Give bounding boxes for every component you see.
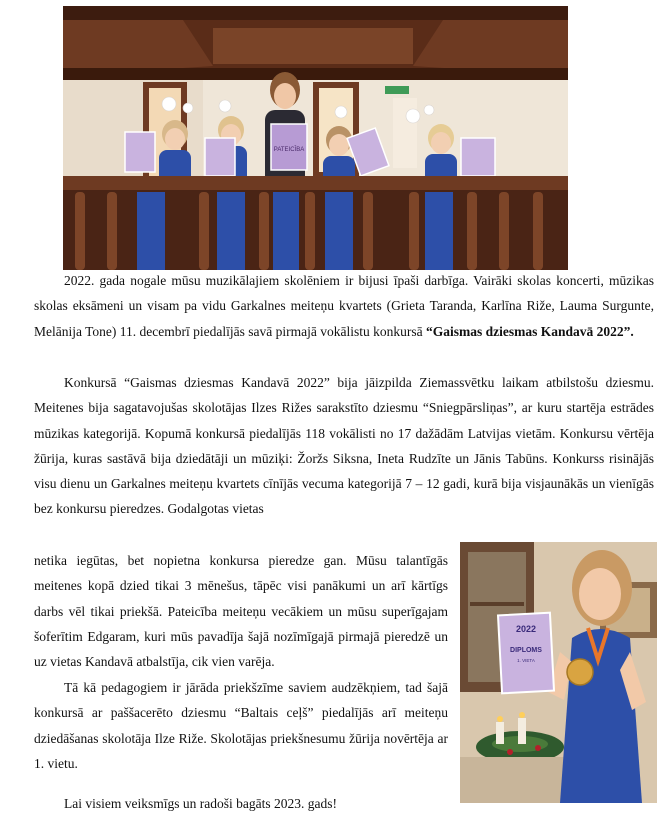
paragraph-teacher: Tā kā pedagogiem ir jārāda priekšzīme saviem audzēkņiem, tad šajā konkursā ar paššacerēto dziesmu “Baltais ceļš” piedalījās arī meiteņu dziedāšanas skolotāja Ilze Riže. Skolotājas priekšnesumu žūrija novērtēja ar 1. vietu. — [34, 680, 448, 771]
paragraph-experience: netika iegūtas, bet nopietna konkursa pieredze gan. Mūsu talantīgās meitenes kopā dzied tikai 3 mēnešus, tāpēc visi panākumi un arī kārtīgs darbs vēl tikai priekšā. Pateicība meiteņu vecākiem un mūsu superīgajam šoferītim Edgaram, kuri mūs pavadīja šajā nozīmīgajā pirmajā pieredzē un uz vietas Kandavā atbalstīja, cik vien varēja. — [34, 553, 448, 670]
teacher-photo — [460, 542, 657, 803]
paragraph-competition: Konkursā “Gaismas dziesmas Kandavā 2022” bija jāizpilda Ziemassvētku laikam atbilstošu dziesmu. Meitenes bija sagatavojušas skolotājas Ilzes Rižes sarakstīto dziesmu “Sniegpārsliņas”, ar kuru startēja estrādes mūzikas kategorijā. Kopumā konkursā piedalījās 118 vokālisti no 17 dažādām Latvijas vietām. Konkursu vērtēja žūrija, kuras sastāvā bija dziedātāji un mūziķi: Žoržs Siksna, Ineta Rudzīte un Jānis Tabūns. Konkurss risinājās visu dienu un Garkalnes meiteņu kvartets cīnījās vecuma kategorijā 7 – 12 gadi, kurā bija visjaunākās un vienīgās bez konkursu pieredzes. Godalgotas vietas — [34, 375, 654, 517]
certificate-place: 1. VIETA — [517, 658, 535, 663]
paragraph-intro — [34, 268, 654, 344]
certificate-title: DIPLOMS — [510, 647, 542, 654]
group-photo — [63, 6, 568, 270]
certificate-word: PATEICĪBA — [273, 147, 305, 153]
paragraph-intro-text: 2022. gada nogale mūsu muzikālajiem skolēniem ir bijusi īpaši darbīga. Vairāki skolas koncerti, mūzikas skolas eksāmeni un visam pa vidu Garkalnes meiteņu kvartets (Grieta Taranda, Karlīna Riže, Lauma Surgunte, Melānija Tone) 11. decembrī piedalījās savā pirmajā vokālistu konkursā — [34, 273, 654, 339]
competition-name-bold: “Gaismas dziesmas Kandavā 2022”. — [425, 323, 634, 339]
certificate-year: 2022 — [515, 624, 537, 634]
paragraph-greeting: Lai visiem veiksmīgs un radoši bagāts 2023. gads! — [64, 796, 337, 811]
